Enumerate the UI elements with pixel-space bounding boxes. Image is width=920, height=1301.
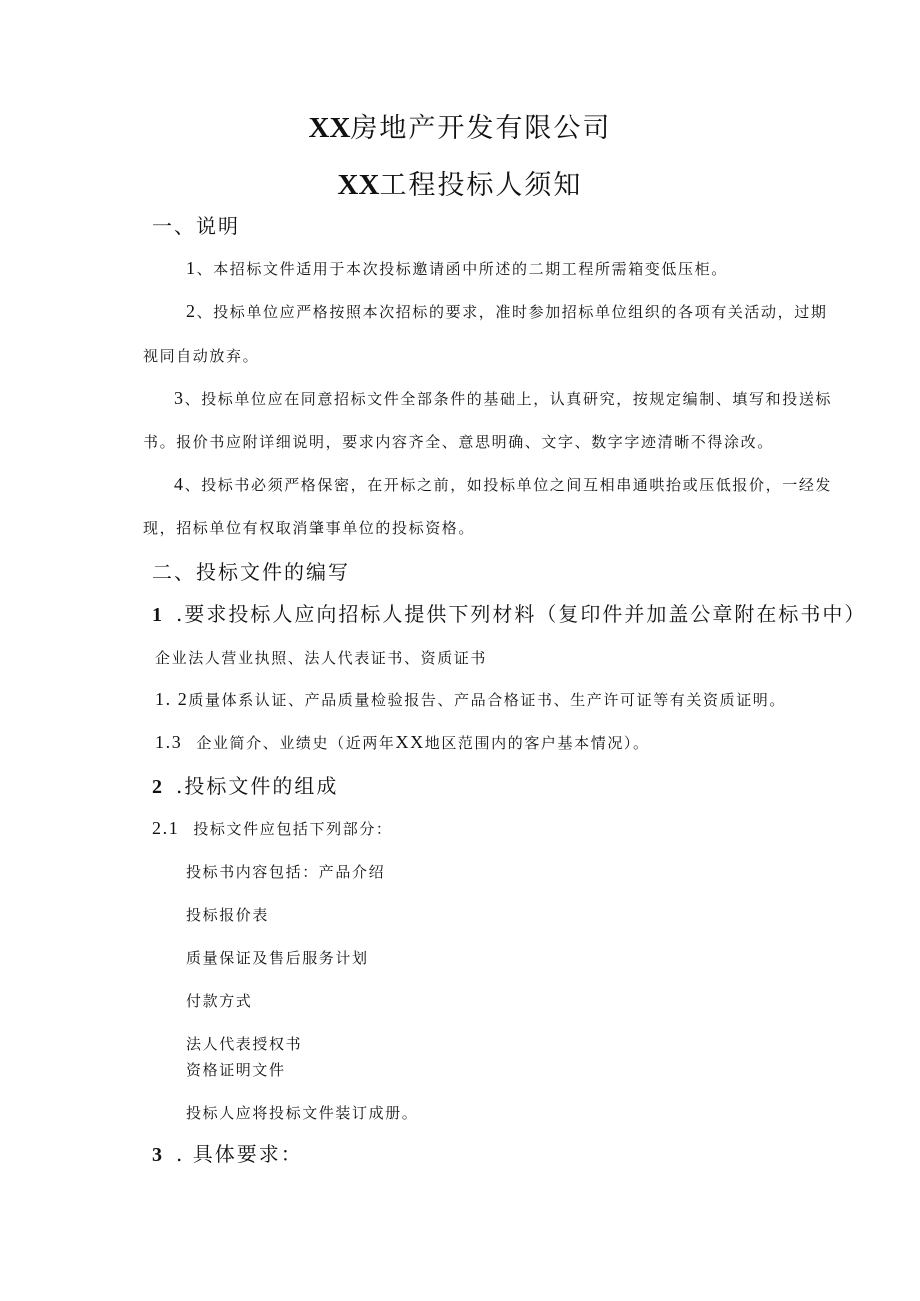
section1-heading: 一、说明 — [152, 214, 240, 238]
section1-item1: 1、本招标文件适用于本次投标邀请函中所述的二期工程所需箱变低压柜。 — [186, 258, 728, 278]
section1-item4: 4、投标书必须严格保密，在开标之前，如投标单位之间互相串通哄抬或压低报价，一经发 — [174, 474, 833, 494]
component-item-6: 资格证明文件 — [186, 1061, 286, 1079]
company-name: 房地产开发有限公司 — [350, 113, 612, 144]
section2-sub1-title: 1 .要求投标人应向招标人提供下列材料（复印件并加盖公章附在标书中） — [152, 602, 867, 626]
section1-item2: 2、投标单位应严格按照本次招标的要求，准时参加招标单位组织的各项有关活动，过期 — [186, 301, 828, 321]
company-prefix: XX — [308, 112, 351, 144]
component-item-2: 投标报价表 — [186, 906, 270, 924]
section2-sub1-line1: 企业法人营业执照、法人代表证书、资质证书 — [155, 649, 488, 667]
section1-item3-cont: 书。报价书应附详细说明，要求内容齐全、意思明确、文字、数字字迹清晰不得涂改。 — [143, 433, 774, 451]
section2-heading: 二、投标文件的编写 — [152, 560, 350, 584]
section2-sub2-title: 2 .投标文件的组成 — [152, 774, 339, 798]
company-title — [0, 106, 920, 145]
component-item-3: 质量保证及售后服务计划 — [186, 949, 369, 967]
project-name: 工程投标人须知 — [379, 170, 583, 201]
component-item-4: 付款方式 — [186, 992, 253, 1010]
project-title — [0, 163, 920, 202]
section2-sub1-line2: 1. 2质量体系认证、产品质量检验报告、产品合格证书、生产许可证等有关资质证明。 — [155, 689, 787, 709]
project-prefix: XX — [337, 169, 380, 201]
component-item-7: 投标人应将投标文件装订成册。 — [186, 1104, 419, 1122]
section1-item3: 3、投标单位应在同意招标文件全部条件的基础上，认真研究，按规定编制、填写和投送标 — [174, 388, 833, 408]
section2-sub2-line: 2.1 投标文件应包括下列部分： — [152, 818, 393, 838]
component-item-5: 法人代表授权书 — [186, 1035, 303, 1053]
section1-item4-cont: 现，招标单位有权取消肇事单位的投标资格。 — [143, 519, 476, 537]
component-item-1: 投标书内容包括：产品介绍 — [186, 863, 386, 881]
section1-item2-cont: 视同自动放弃。 — [143, 347, 260, 365]
section2-sub3-title: 3 . 具体要求： — [152, 1142, 303, 1166]
section2-sub1-line3: 1.3 企业简介、业绩史（近两年XX地区范围内的客户基本情况）。 — [155, 732, 650, 752]
